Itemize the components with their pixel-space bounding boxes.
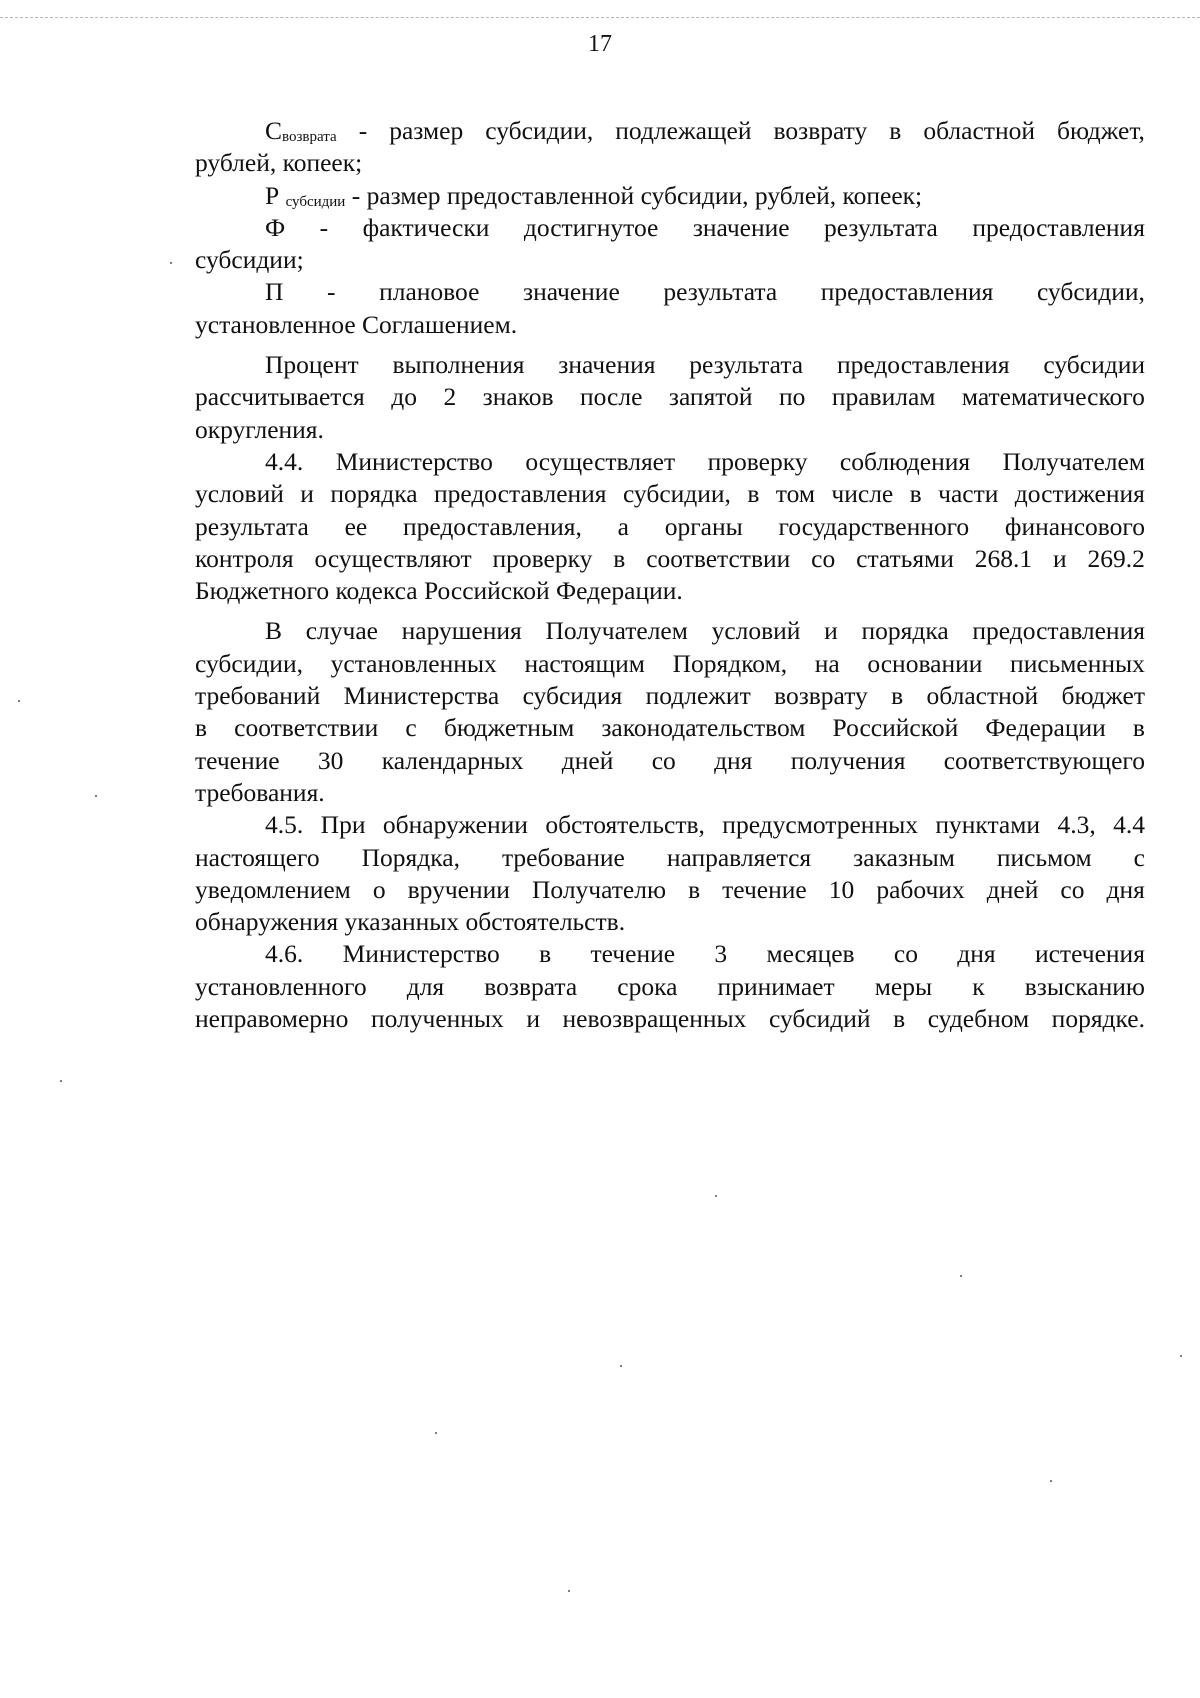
word: органы xyxy=(664,511,743,541)
word: со xyxy=(1060,874,1085,904)
scan-speck xyxy=(715,1195,717,1197)
text-line xyxy=(195,414,1145,446)
word: календарных xyxy=(381,745,524,775)
word: числе xyxy=(831,479,894,509)
word: государственного xyxy=(778,511,970,541)
text-line xyxy=(195,712,1145,744)
word: к xyxy=(972,971,985,1001)
word: для xyxy=(406,971,445,1001)
word: плановое xyxy=(379,277,480,307)
word: предоставления xyxy=(836,350,1010,380)
word: в xyxy=(688,874,701,904)
word: возврата xyxy=(484,971,578,1001)
word: рабочих xyxy=(876,874,965,904)
word: порядка xyxy=(861,616,949,646)
word: течение xyxy=(722,874,807,904)
word: Порядком, xyxy=(672,648,788,678)
word: субсидий xyxy=(768,1004,871,1034)
word: и xyxy=(1052,543,1067,573)
word: Ф xyxy=(265,212,286,242)
word: 4.6. xyxy=(265,939,304,969)
word: течение xyxy=(590,939,676,969)
word: результата xyxy=(824,212,938,242)
word: со xyxy=(811,543,836,573)
text-line xyxy=(195,381,1145,413)
word: предоставления xyxy=(820,277,994,307)
word: субсидии xyxy=(1043,350,1145,380)
word: - xyxy=(358,116,368,145)
word: рассчитывается xyxy=(195,382,365,412)
word: возврату xyxy=(774,681,868,711)
word: Российской xyxy=(832,713,959,743)
word: порядка xyxy=(330,479,418,509)
text-line xyxy=(195,575,1145,607)
word: Получателем xyxy=(1002,446,1145,476)
word: выполнения xyxy=(392,350,525,380)
word: в xyxy=(613,543,626,573)
word: 3 xyxy=(714,939,728,969)
word: основании xyxy=(867,648,983,678)
word: размер xyxy=(389,116,464,145)
text-line xyxy=(195,543,1145,575)
word: в xyxy=(195,713,208,743)
word: в xyxy=(747,479,760,509)
word: до xyxy=(391,382,417,412)
word: неправомерно xyxy=(195,1004,349,1034)
word: соответствующего xyxy=(943,745,1145,775)
word: соблюдения xyxy=(839,446,971,476)
word: 4.4. xyxy=(265,446,304,476)
word: и xyxy=(526,1004,540,1034)
word: финансового xyxy=(1004,511,1145,541)
word: 4.3, xyxy=(1057,810,1096,840)
word: дня xyxy=(1106,874,1145,904)
word: рублей, копеек; xyxy=(195,148,363,178)
word: настоящего xyxy=(195,842,320,872)
word: условий xyxy=(195,479,284,509)
scan-speck xyxy=(18,700,20,702)
word: бюджет, xyxy=(1057,116,1145,145)
word: запятой xyxy=(668,382,753,412)
word: предоставления xyxy=(433,479,607,509)
word: 4.5. xyxy=(265,810,304,840)
word: П xyxy=(265,277,284,307)
word: фактически xyxy=(362,212,490,242)
scan-speck xyxy=(568,1590,570,1592)
text-line xyxy=(195,906,1145,938)
text-line xyxy=(195,446,1145,478)
word: Порядка, xyxy=(361,842,460,872)
word: субсидии; xyxy=(195,245,304,275)
word: Министерство xyxy=(335,446,493,476)
text-line xyxy=(195,745,1145,777)
word: месяцев xyxy=(766,939,855,969)
word: в xyxy=(891,681,904,711)
word: обнаружения указанных обстоятельств. xyxy=(195,907,626,937)
word: бюджет xyxy=(1061,681,1145,711)
scan-speck xyxy=(435,1432,437,1434)
word: в xyxy=(1132,713,1145,743)
word: бюджетным xyxy=(443,713,575,743)
word: со xyxy=(893,939,918,969)
word: результата xyxy=(689,350,804,380)
word: контроля xyxy=(195,543,294,573)
word: Процент xyxy=(265,350,359,380)
word: Министерство xyxy=(342,939,500,969)
word: результата xyxy=(663,277,778,307)
word: срока xyxy=(617,971,678,1001)
text-line xyxy=(195,842,1145,874)
word: 30 xyxy=(317,745,344,775)
word: невозвращенных xyxy=(562,1004,747,1034)
word: субсидии, xyxy=(622,479,731,509)
word: обнаружении xyxy=(382,810,528,840)
word: - xyxy=(327,277,336,307)
scan-speck xyxy=(60,1080,62,1082)
word: истечения xyxy=(1034,939,1145,969)
word: вручении xyxy=(407,874,510,904)
text-line xyxy=(195,874,1145,906)
word: заказным xyxy=(853,842,955,872)
word: предоставления xyxy=(972,616,1145,646)
text-line xyxy=(195,938,1145,970)
word: значение xyxy=(523,277,620,307)
word: части xyxy=(938,479,999,509)
text-line xyxy=(195,147,1145,179)
word: При xyxy=(320,810,366,840)
page-number: 17 xyxy=(588,31,612,57)
word: требования. xyxy=(195,777,325,807)
word: с xyxy=(405,713,417,743)
word: субсидии, xyxy=(195,648,303,678)
word: получения xyxy=(790,745,906,775)
word: проверку xyxy=(492,543,593,573)
word: достижения xyxy=(1014,479,1145,509)
word: о xyxy=(372,874,386,904)
scan-speck xyxy=(960,1275,962,1277)
text-line xyxy=(195,244,1145,276)
word: осуществляет xyxy=(525,446,676,476)
word: подлежащей xyxy=(615,116,752,145)
text-line xyxy=(195,349,1145,381)
text-line xyxy=(195,615,1145,647)
scan-speck xyxy=(170,262,172,264)
scan-speck xyxy=(1050,1480,1052,1482)
word: субсидия xyxy=(522,681,623,711)
text-line xyxy=(195,680,1145,712)
word: Бюджетного кодекса Российской Федерации. xyxy=(195,576,683,606)
word: законодательством xyxy=(601,713,806,743)
word: случае xyxy=(305,616,378,646)
word: письмом xyxy=(996,842,1092,872)
word: взысканию xyxy=(1024,971,1145,1001)
word: Р $_{субсидии}$ - размер предоставленной субсидии, рублей, копеек; xyxy=(265,180,923,210)
word: осуществляют xyxy=(314,543,472,573)
word: 269.2 xyxy=(1087,543,1145,573)
word: субсидии, xyxy=(485,116,594,145)
word: после xyxy=(580,382,643,412)
word: уведомлением xyxy=(195,874,351,904)
word: дней xyxy=(986,874,1039,904)
word: 10 xyxy=(828,874,855,904)
scan-speck xyxy=(95,795,97,797)
word: $С_{возврата}$ xyxy=(265,116,337,145)
word: результата xyxy=(195,511,309,541)
word: меры xyxy=(874,971,933,1001)
word: в xyxy=(889,116,902,145)
text-line xyxy=(195,648,1145,680)
scan-speck xyxy=(620,1365,622,1367)
scan-speck xyxy=(1180,1355,1182,1357)
word: достигнутое xyxy=(523,212,659,242)
word: подлежит xyxy=(645,681,751,711)
word: требование xyxy=(501,842,625,872)
word: установленных xyxy=(330,648,497,678)
word: проверку xyxy=(707,446,808,476)
word: В xyxy=(265,616,283,646)
word: настоящим xyxy=(524,648,645,678)
word: и xyxy=(824,616,838,646)
word: областной xyxy=(923,116,1035,145)
word: 4.4 xyxy=(1113,810,1145,840)
word: предоставления xyxy=(972,212,1145,242)
word: значения xyxy=(558,350,656,380)
word: судебном xyxy=(927,1004,1030,1034)
word: предоставления, xyxy=(402,511,582,541)
text-line xyxy=(195,276,1145,308)
word: ее xyxy=(344,511,368,541)
text-line xyxy=(195,309,1145,341)
word: условий xyxy=(711,616,801,646)
word: принимает xyxy=(717,971,835,1001)
word: пунктами xyxy=(935,810,1041,840)
text-line xyxy=(195,212,1145,244)
word: по xyxy=(778,382,806,412)
word: установленного xyxy=(195,971,367,1001)
word: а xyxy=(617,511,629,541)
word: дней xyxy=(561,745,614,775)
word: со xyxy=(651,745,676,775)
word: 2 xyxy=(443,382,457,412)
word: в xyxy=(539,939,552,969)
word: округления. xyxy=(195,414,324,444)
word: дня xyxy=(957,939,996,969)
text-line xyxy=(195,180,1145,212)
word: 268.1 xyxy=(974,543,1033,573)
text-line xyxy=(195,971,1145,1003)
word: в xyxy=(893,1004,906,1034)
word: правилам xyxy=(831,382,936,412)
word: возврату xyxy=(773,116,868,145)
word: с xyxy=(1133,842,1145,872)
word: обстоятельств, xyxy=(545,810,705,840)
document-body xyxy=(195,115,1145,1035)
text-line xyxy=(195,777,1145,809)
scan-edge-artifact xyxy=(0,17,1200,18)
word: направляется xyxy=(666,842,812,872)
word: математического xyxy=(961,382,1145,412)
word: порядке. xyxy=(1051,1004,1145,1034)
text-line xyxy=(195,511,1145,543)
word: Министерства xyxy=(343,681,500,711)
word: том xyxy=(775,479,816,509)
word: письменных xyxy=(1010,648,1145,678)
text-line xyxy=(195,809,1145,841)
word: течение xyxy=(195,745,280,775)
word: субсидии, xyxy=(1036,277,1145,307)
word: и xyxy=(300,479,314,509)
text-line xyxy=(195,1003,1145,1035)
word: областной xyxy=(926,681,1039,711)
word: полученных xyxy=(370,1004,504,1034)
word: соответствии xyxy=(646,543,791,573)
word: предусмотренных xyxy=(722,810,918,840)
word: Федерации xyxy=(985,713,1106,743)
word: соответствии xyxy=(234,713,379,743)
word: Получателю xyxy=(531,874,667,904)
text-line xyxy=(195,115,1145,147)
word: на xyxy=(814,648,840,678)
word: в xyxy=(909,479,922,509)
text-line xyxy=(195,478,1145,510)
word: значение xyxy=(692,212,790,242)
word: - xyxy=(319,212,329,242)
word: нарушения xyxy=(401,616,522,646)
word: установленное Соглашением. xyxy=(195,309,518,339)
word: Получателем xyxy=(545,616,688,646)
word: знаков xyxy=(482,382,554,412)
word: статьями xyxy=(856,543,954,573)
word: требований xyxy=(195,681,321,711)
word: дня xyxy=(714,745,753,775)
